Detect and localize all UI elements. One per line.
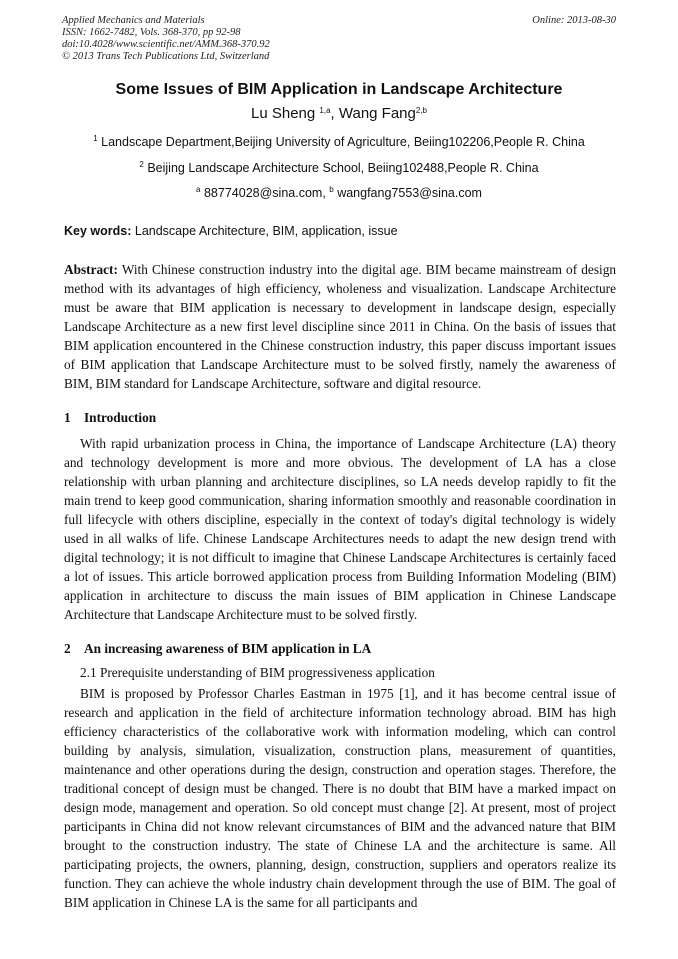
paper-title: Some Issues of BIM Application in Landscape Architecture xyxy=(115,81,563,98)
email-superscript: a xyxy=(196,185,201,194)
section-number: 2 xyxy=(64,641,71,656)
online-date: Online: 2013-08-30 xyxy=(532,15,616,26)
paragraph-text: With rapid urbanization process in China, the importance of Landscape Architecture (LA) theory and technology development is more and more obvious. The development of LA has a close relationship with urban planning and architecture disciplines, so LA needs develop rapidly to fit the main trend to keep good communication, sharing information smoothly and reasonable coordination in full lifecycle with others discipline, especially in the context of today's digital technology is widely used in all walks of life. Chinese Landscape Architectures needs to adapt the new design trend with digital technology; it is not difficult to imagine that Chinese Landscape Architectures is certainly faced a lot of issues. This article borrowed application process from Building Information Modeling (BIM) application in architecture to discuss the main issues of BIM application in Chinese Landscape Architecture that Landscape Architecture must to be solved firstly. xyxy=(64,436,616,622)
author-line xyxy=(0,105,678,122)
affiliation-text: Landscape Department,Beijing University of Agriculture, Beiing102206,People R. China xyxy=(101,135,585,149)
journal-header xyxy=(62,15,616,63)
author-name: Wang Fang xyxy=(338,105,416,122)
affiliation-superscript: 2 xyxy=(139,160,144,169)
section-1-paragraph xyxy=(64,434,616,624)
keywords xyxy=(64,224,616,238)
author-name: Lu Sheng xyxy=(251,105,316,122)
email-separator: , xyxy=(322,186,330,200)
journal-name: Applied Mechanics and Materials xyxy=(62,15,205,26)
keywords-text: Landscape Architecture, BIM, application, issue xyxy=(134,224,398,238)
issn-line: ISSN: 1662-7482, Vols. 368-370, pp 92-98 xyxy=(62,27,241,38)
email-link[interactable]: wangfang7553@sina.com xyxy=(337,186,482,200)
abstract-text: With Chinese construction industry into the digital age. BIM became mainstream of design method with its advantages of high efficiency, wholeness and visualization. Landscape Architecture must be aware that BIM application is necessary to development in landscape design, especially Landscape Architecture as a new first level discipline since 2011 in China. On the basis of issues that BIM application encountered in the Chinese construction industry, this paper discuss important issues of BIM application that Landscape Architecture must to be solved firstly, namely the awareness of BIM, BIM standard for Landscape Architecture, software and digital resource. xyxy=(64,262,616,391)
author-separator: , xyxy=(330,105,339,122)
paragraph-text: BIM is proposed by Professor Charles Eastman in 1975 [1], and it has become central issue of research and application in the field of architecture information technology abroad. BIM has high efficiency characteristics of the collaborative work with information modeling, which can control building by analysis, simulation, visualization, construction plans, measurement of quantities, maintenance and other operations during the design, construction and operation stages. Therefore, the traditional concept of design must be changed. There is no doubt that BIM have a marked impact on design mode, management and operation. So old concept must change [2]. At present, most of project participants in China did not know relevant circumstances of BIM and the advanced nature that BIM brought to the construction industry. The state of Chinese LA and the architecture is same. All participating projects, the owners, planning, design, construction, suppliers and operators realize its function. They can achieve the whole industry chain development through the use of BIM. The goal of BIM application in Chinese LA is the same for all participants and xyxy=(64,686,616,910)
affiliation-text: Beijing Landscape Architecture School, Beiing102488,People R. China xyxy=(147,161,539,175)
section-heading-2 xyxy=(64,641,371,657)
section-title: Introduction xyxy=(84,410,157,425)
section-2-paragraph xyxy=(64,684,616,912)
email-link[interactable]: 88774028@sina.com xyxy=(203,186,323,200)
section-number: 1 xyxy=(64,410,71,425)
author-superscript: 1,a xyxy=(319,106,331,115)
subsection-heading: 2.1 Prerequisite understanding of BIM progressiveness application xyxy=(80,665,435,680)
doi-line: doi:10.4028/www.scientific.net/AMM.368-370.92 xyxy=(62,39,270,50)
author-superscript: 2,b xyxy=(415,106,427,115)
affiliation-1 xyxy=(0,135,678,149)
abstract xyxy=(64,260,616,393)
affiliation-2 xyxy=(0,161,678,175)
keywords-label: Key words: xyxy=(64,224,132,238)
copyright-line: © 2013 Trans Tech Publications Ltd, Switzerland xyxy=(62,51,270,62)
email-superscript: b xyxy=(329,185,334,194)
abstract-label: Abstract: xyxy=(64,262,118,277)
section-heading-1 xyxy=(64,410,156,426)
section-title: An increasing awareness of BIM application in LA xyxy=(84,641,372,656)
email-line xyxy=(0,186,678,200)
affiliation-superscript: 1 xyxy=(93,134,98,143)
